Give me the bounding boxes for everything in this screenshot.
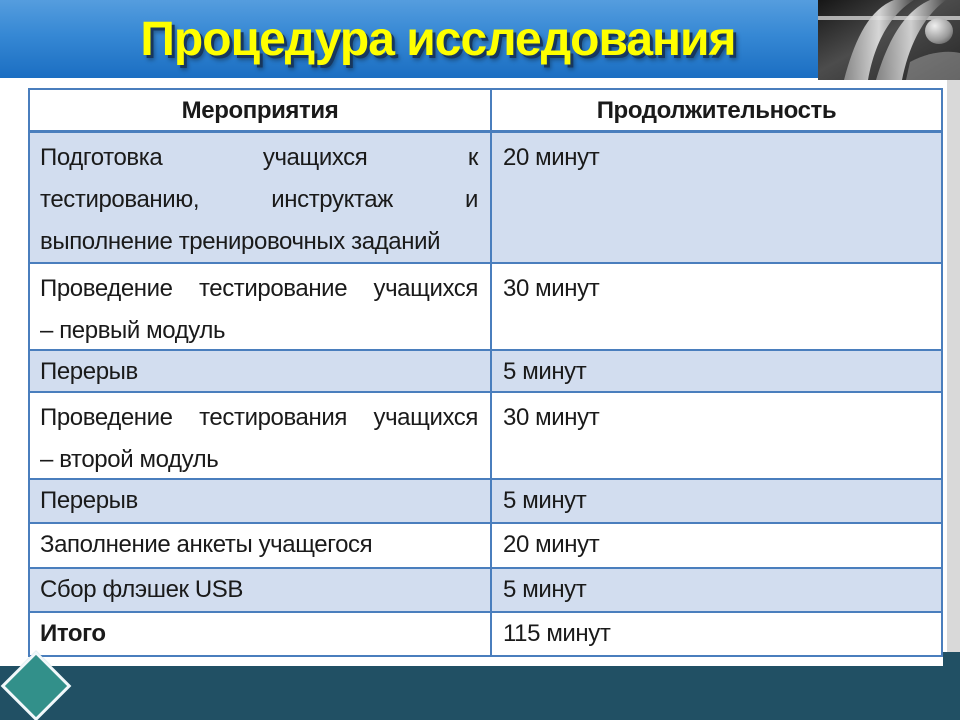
activity-line — [40, 268, 478, 310]
duration-cell-total: 115 минут — [490, 613, 941, 655]
activity-cell: Заполнение анкеты учащегося — [40, 531, 373, 558]
duration-cell: 5 минут — [490, 480, 941, 522]
table-row — [30, 524, 941, 569]
word: тестированию, — [40, 186, 200, 213]
activity-cell: Сбор флэшек USB — [40, 576, 244, 603]
title-banner — [0, 0, 818, 78]
word: Подготовка — [40, 144, 163, 171]
activity-line — [40, 179, 478, 221]
activity-line — [40, 137, 478, 179]
word: учащихся — [373, 275, 478, 302]
slide-title: Процедура исследования — [140, 12, 736, 66]
activity-cell — [30, 264, 490, 349]
word: и — [464, 186, 478, 213]
table-row — [30, 480, 941, 524]
word: инструктаж — [271, 186, 393, 213]
table-row — [30, 264, 941, 351]
activity-line: – второй модуль — [40, 446, 219, 473]
header-duration: Продолжительность — [490, 90, 941, 130]
corner-art-image — [818, 0, 960, 80]
footer-band-step — [943, 652, 960, 668]
word: Проведение — [40, 275, 173, 302]
duration-cell: 30 минут — [490, 264, 941, 349]
word: тестирования — [199, 404, 347, 431]
duration-cell: 30 минут — [490, 393, 941, 478]
activity-cell — [30, 133, 490, 262]
activity-cell: Перерыв — [40, 487, 138, 514]
activity-line: – первый модуль — [40, 317, 226, 344]
duration-cell: 20 минут — [490, 133, 941, 262]
activity-cell — [30, 393, 490, 478]
header-activities: Мероприятия — [181, 97, 339, 124]
right-edge-strip — [947, 80, 960, 652]
table-row — [30, 613, 941, 655]
activity-line — [40, 397, 478, 439]
footer-band — [0, 666, 960, 720]
table-row — [30, 351, 941, 393]
duration-cell: 5 минут — [490, 569, 941, 611]
duration-cell: 20 минут — [490, 524, 941, 567]
word: Проведение — [40, 404, 173, 431]
table-header-row — [30, 90, 941, 133]
table-row — [30, 133, 941, 264]
table-row — [30, 569, 941, 613]
activity-cell-total: Итого — [40, 620, 106, 647]
activity-cell: Перерыв — [40, 358, 138, 385]
word: учащихся — [262, 144, 368, 171]
table-row — [30, 393, 941, 480]
word: тестирование — [198, 275, 348, 302]
schedule-table — [28, 88, 943, 657]
word: к — [467, 144, 478, 171]
activity-line: выполнение тренировочных заданий — [40, 228, 441, 255]
word: учащихся — [373, 404, 478, 431]
duration-cell: 5 минут — [490, 351, 941, 391]
metallic-abstract-icon — [818, 0, 960, 80]
